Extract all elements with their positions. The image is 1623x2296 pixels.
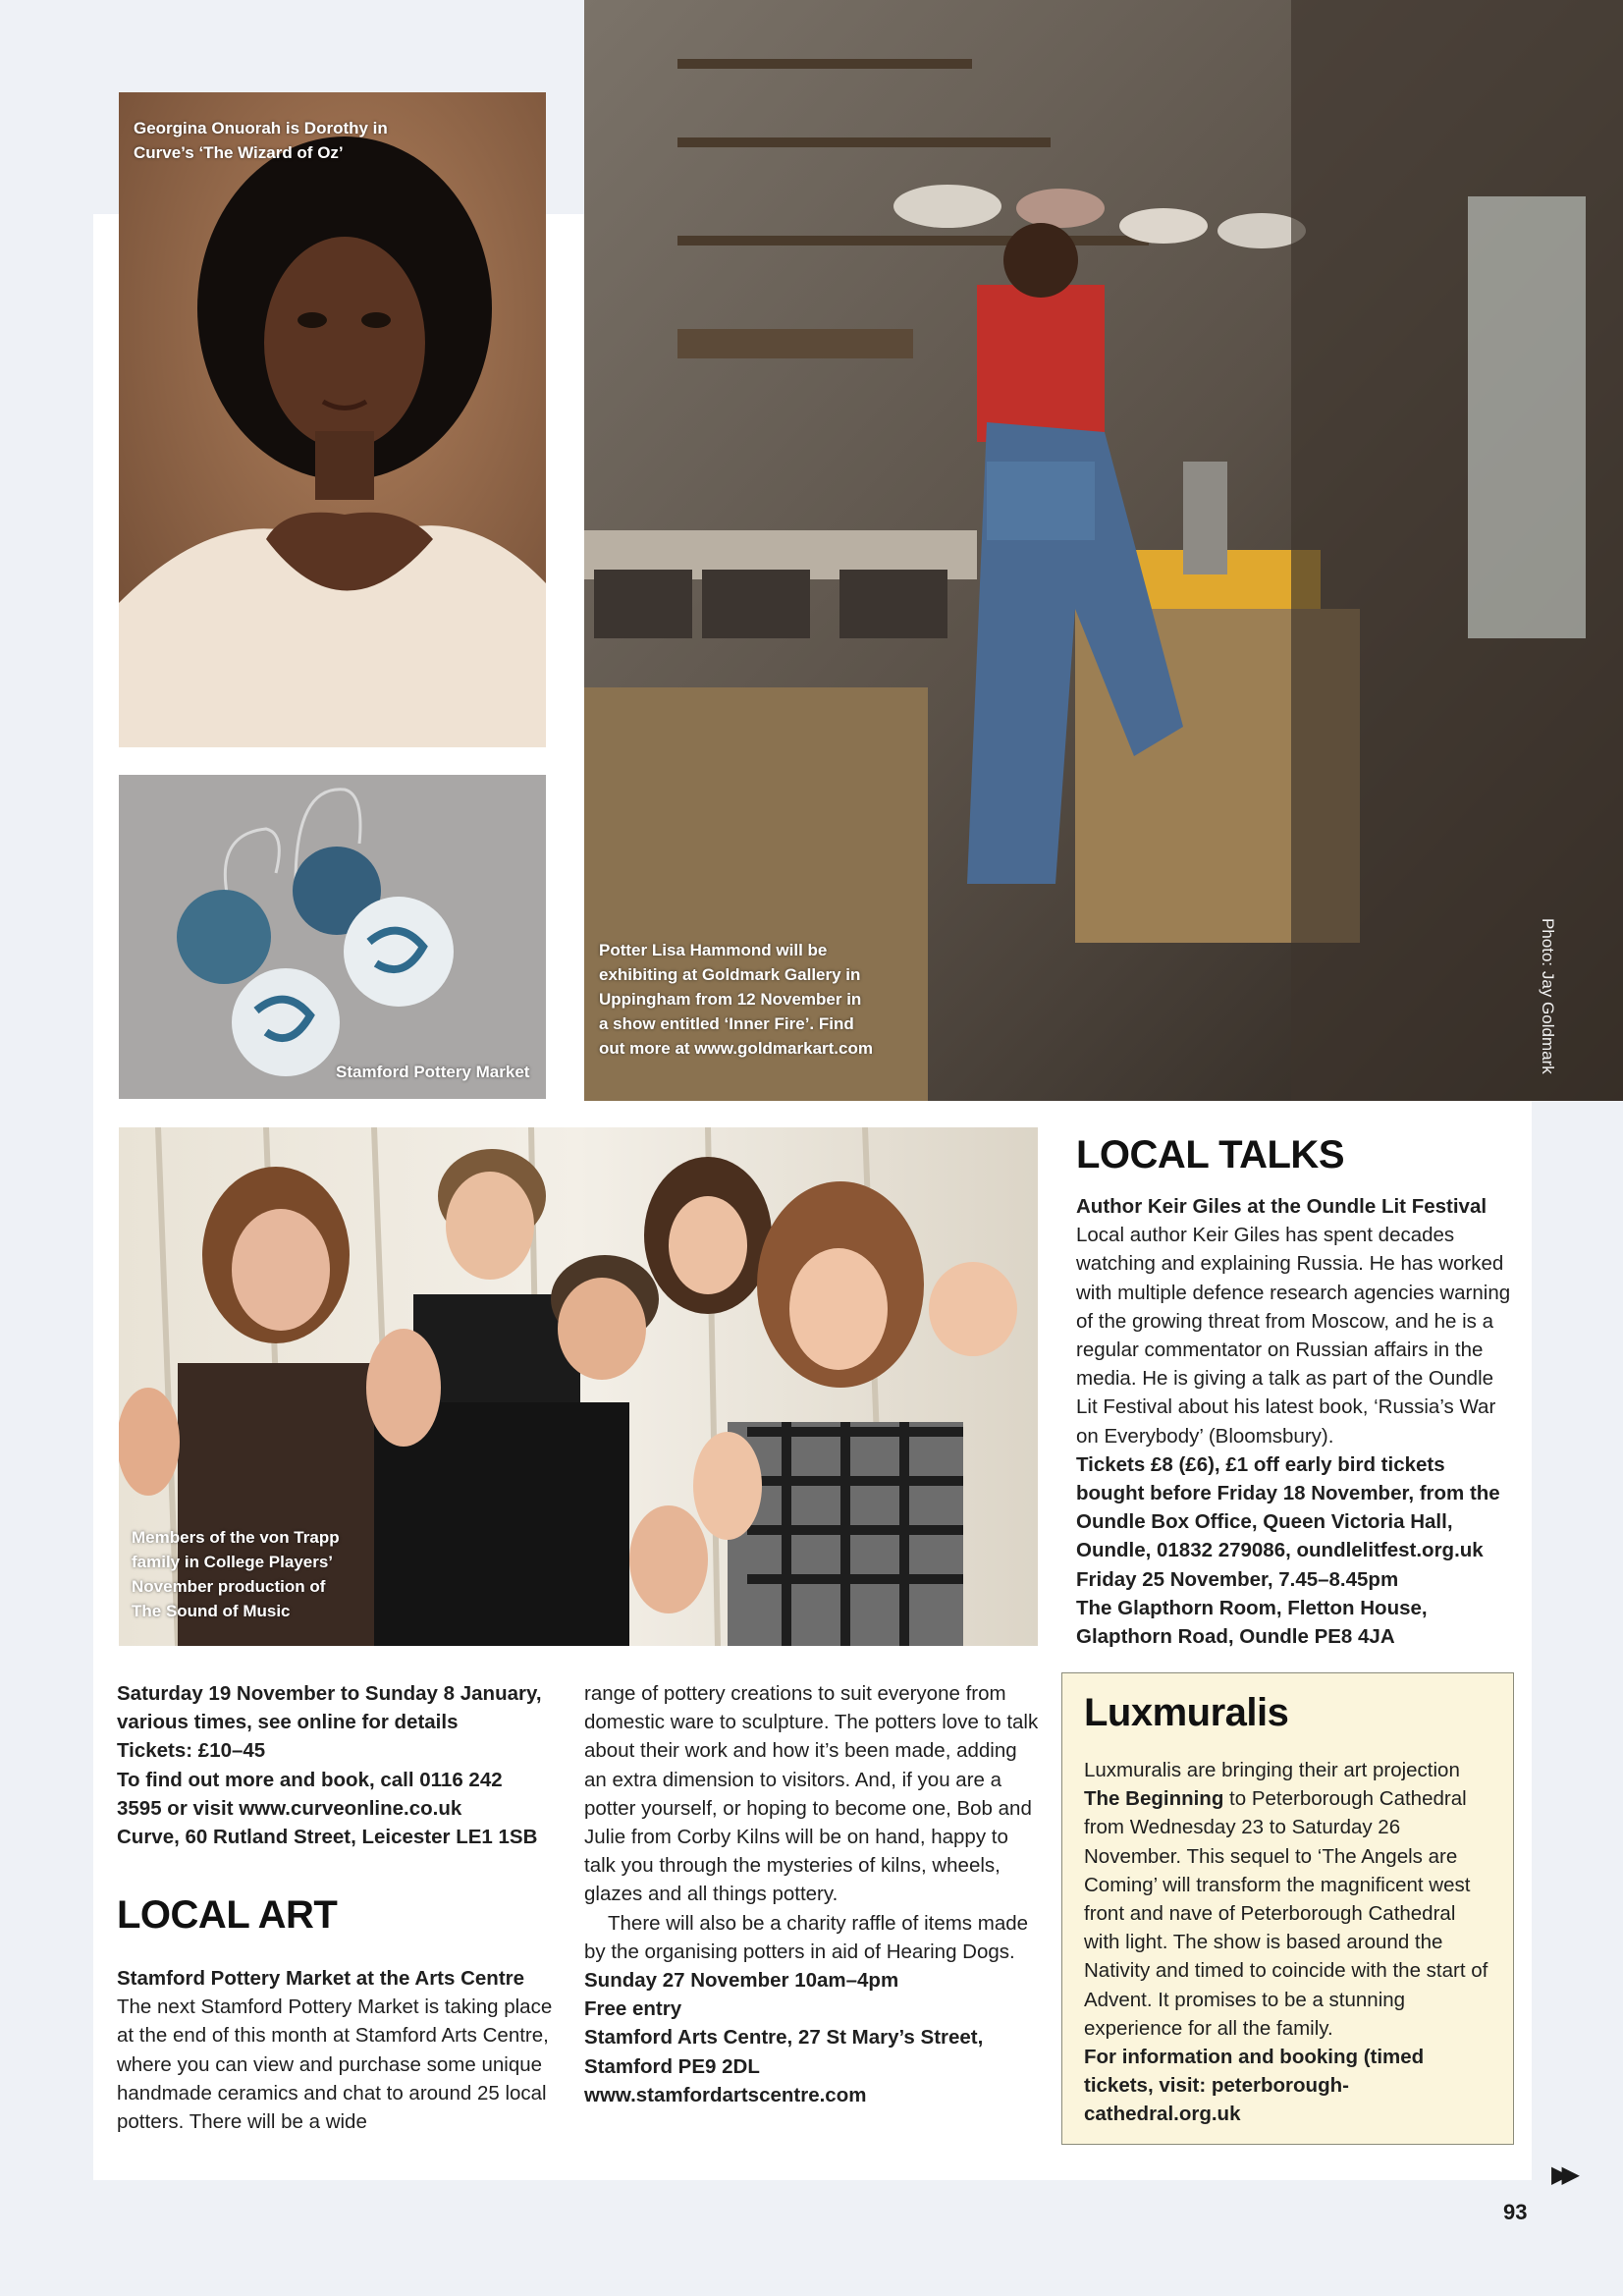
local-art-intro (117, 1964, 553, 2136)
local-talks-tickets: Tickets £8 (£6), £1 off early bird tickets bought before Friday 18 November, from the Oundle Box Office, Queen Victoria Hall, Oundle, 01832 279086, oundlelitfest.org.uk (1076, 1452, 1500, 1562)
earrings-caption: Stamford Pottery Market (336, 1063, 530, 1081)
local-art-continued (584, 1679, 1042, 2109)
local-talks-text (1076, 1192, 1518, 1651)
local-art-heading: LOCAL ART (117, 1893, 338, 1937)
local-art-raffle: There will also be a charity raffle of items made by the organising potters in aid of Hearing Dogs. (584, 1911, 1029, 1963)
next-page-arrows: ▶▶ (1551, 2161, 1572, 2188)
curve-venue: Curve, 60 Rutland Street, Leicester LE1 1SB (117, 1826, 538, 1849)
potter-photo (584, 0, 1623, 1101)
local-art-body-start: The next Stamford Pottery Market is taking place at the end of this month at Stamford Arts Centre, where you can view and purchase some unique handmade ceramics and chat to around 25 local potters. There will be a wide (117, 1995, 553, 2134)
actress-photo (119, 92, 546, 747)
curve-dates: Saturday 19 November to Sunday 8 January, various times, see online for details (117, 1682, 542, 1734)
local-art-body-cont: range of pottery creations to suit everyone from domestic ware to sculpture. The potters love to talk about their work and how it’s been made, adding an extra dimension to visitors. And, if you are a potter yourself, or hoping to become one, Bob and Julie from Corby Kilns will be on hand, happy to talk you through the mysteries of kilns, wheels, glazes and all things pottery. (584, 1682, 1039, 1906)
curve-info (117, 1679, 549, 1851)
local-talks-venue: The Glapthorn Room, Fletton House, Glapthorn Road, Oundle PE8 4JA (1076, 1596, 1428, 1649)
potter-caption: Potter Lisa Hammond will be exhibiting at Goldmark Gallery in Uppingham from 12 November in a show entitled ‘Inner Fire’. Find out more at www.goldmarkart.com (599, 941, 873, 1058)
actress-caption: Georgina Onuorah is Dorothy in Curve’s ‘The Wizard of Oz’ (134, 119, 388, 162)
curve-booking: To find out more and book, call 0116 242 3595 or visit www.curveonline.co.uk (117, 1768, 503, 1820)
luxmuralis-text (1084, 1756, 1493, 2129)
local-art-date: Sunday 27 November 10am–4pm (584, 1969, 899, 1993)
luxmuralis-body: Luxmuralis are bringing their art projection The Beginning to Peterborough Cathedral from Wednesday 23 to Saturday 26 November. This sequel to ‘The Angels are Coming’ will transform the magnificent west front and nave of Peterborough Cathedral with light. The show is based around the Nativity and timed to coincide with the start of Advent. It promises to be a stunning experience for all the family. (1084, 1759, 1488, 2040)
earrings-photo (119, 775, 546, 1099)
curve-tickets: Tickets: £10–45 (117, 1739, 266, 1763)
luxmuralis-info[interactable]: For information and booking (timed tickets, visit: peterborough-cathedral.org.uk (1084, 2046, 1425, 2126)
local-art-venue: Stamford Arts Centre, 27 St Mary’s Street, Stamford PE9 2DL (584, 2026, 984, 2078)
local-talks-body: Local author Keir Giles has spent decades watching and explaining Russia. He has worked with multiple defence research agencies warning of the growing threat from Moscow, and he is a regular commentator on Russian affairs in the media. He is giving a talk as part of the Oundle Lit Festival about his latest book, ‘Russia’s War on Everybody’ (Bloomsbury). (1076, 1224, 1511, 1448)
photo-credit: Photo: Jay Goldmark (1539, 918, 1557, 1074)
local-talks-heading: LOCAL TALKS (1076, 1133, 1344, 1176)
local-art-entry: Free entry (584, 1997, 682, 2021)
local-art-web[interactable]: www.stamfordartscentre.com (584, 2083, 867, 2106)
local-talks-subhead: Author Keir Giles at the Oundle Lit Festival (1076, 1195, 1488, 1218)
players-caption: Members of the von Trapp family in College Players’ November production of The Sound of Music (132, 1528, 340, 1620)
luxmuralis-box (1061, 1672, 1514, 2145)
local-talks-date: Friday 25 November, 7.45–8.45pm (1076, 1567, 1399, 1591)
page-number: 93 (1503, 2200, 1528, 2224)
luxmuralis-heading: Luxmuralis (1084, 1691, 1289, 1734)
local-art-subhead: Stamford Pottery Market at the Arts Centre (117, 1967, 525, 1990)
